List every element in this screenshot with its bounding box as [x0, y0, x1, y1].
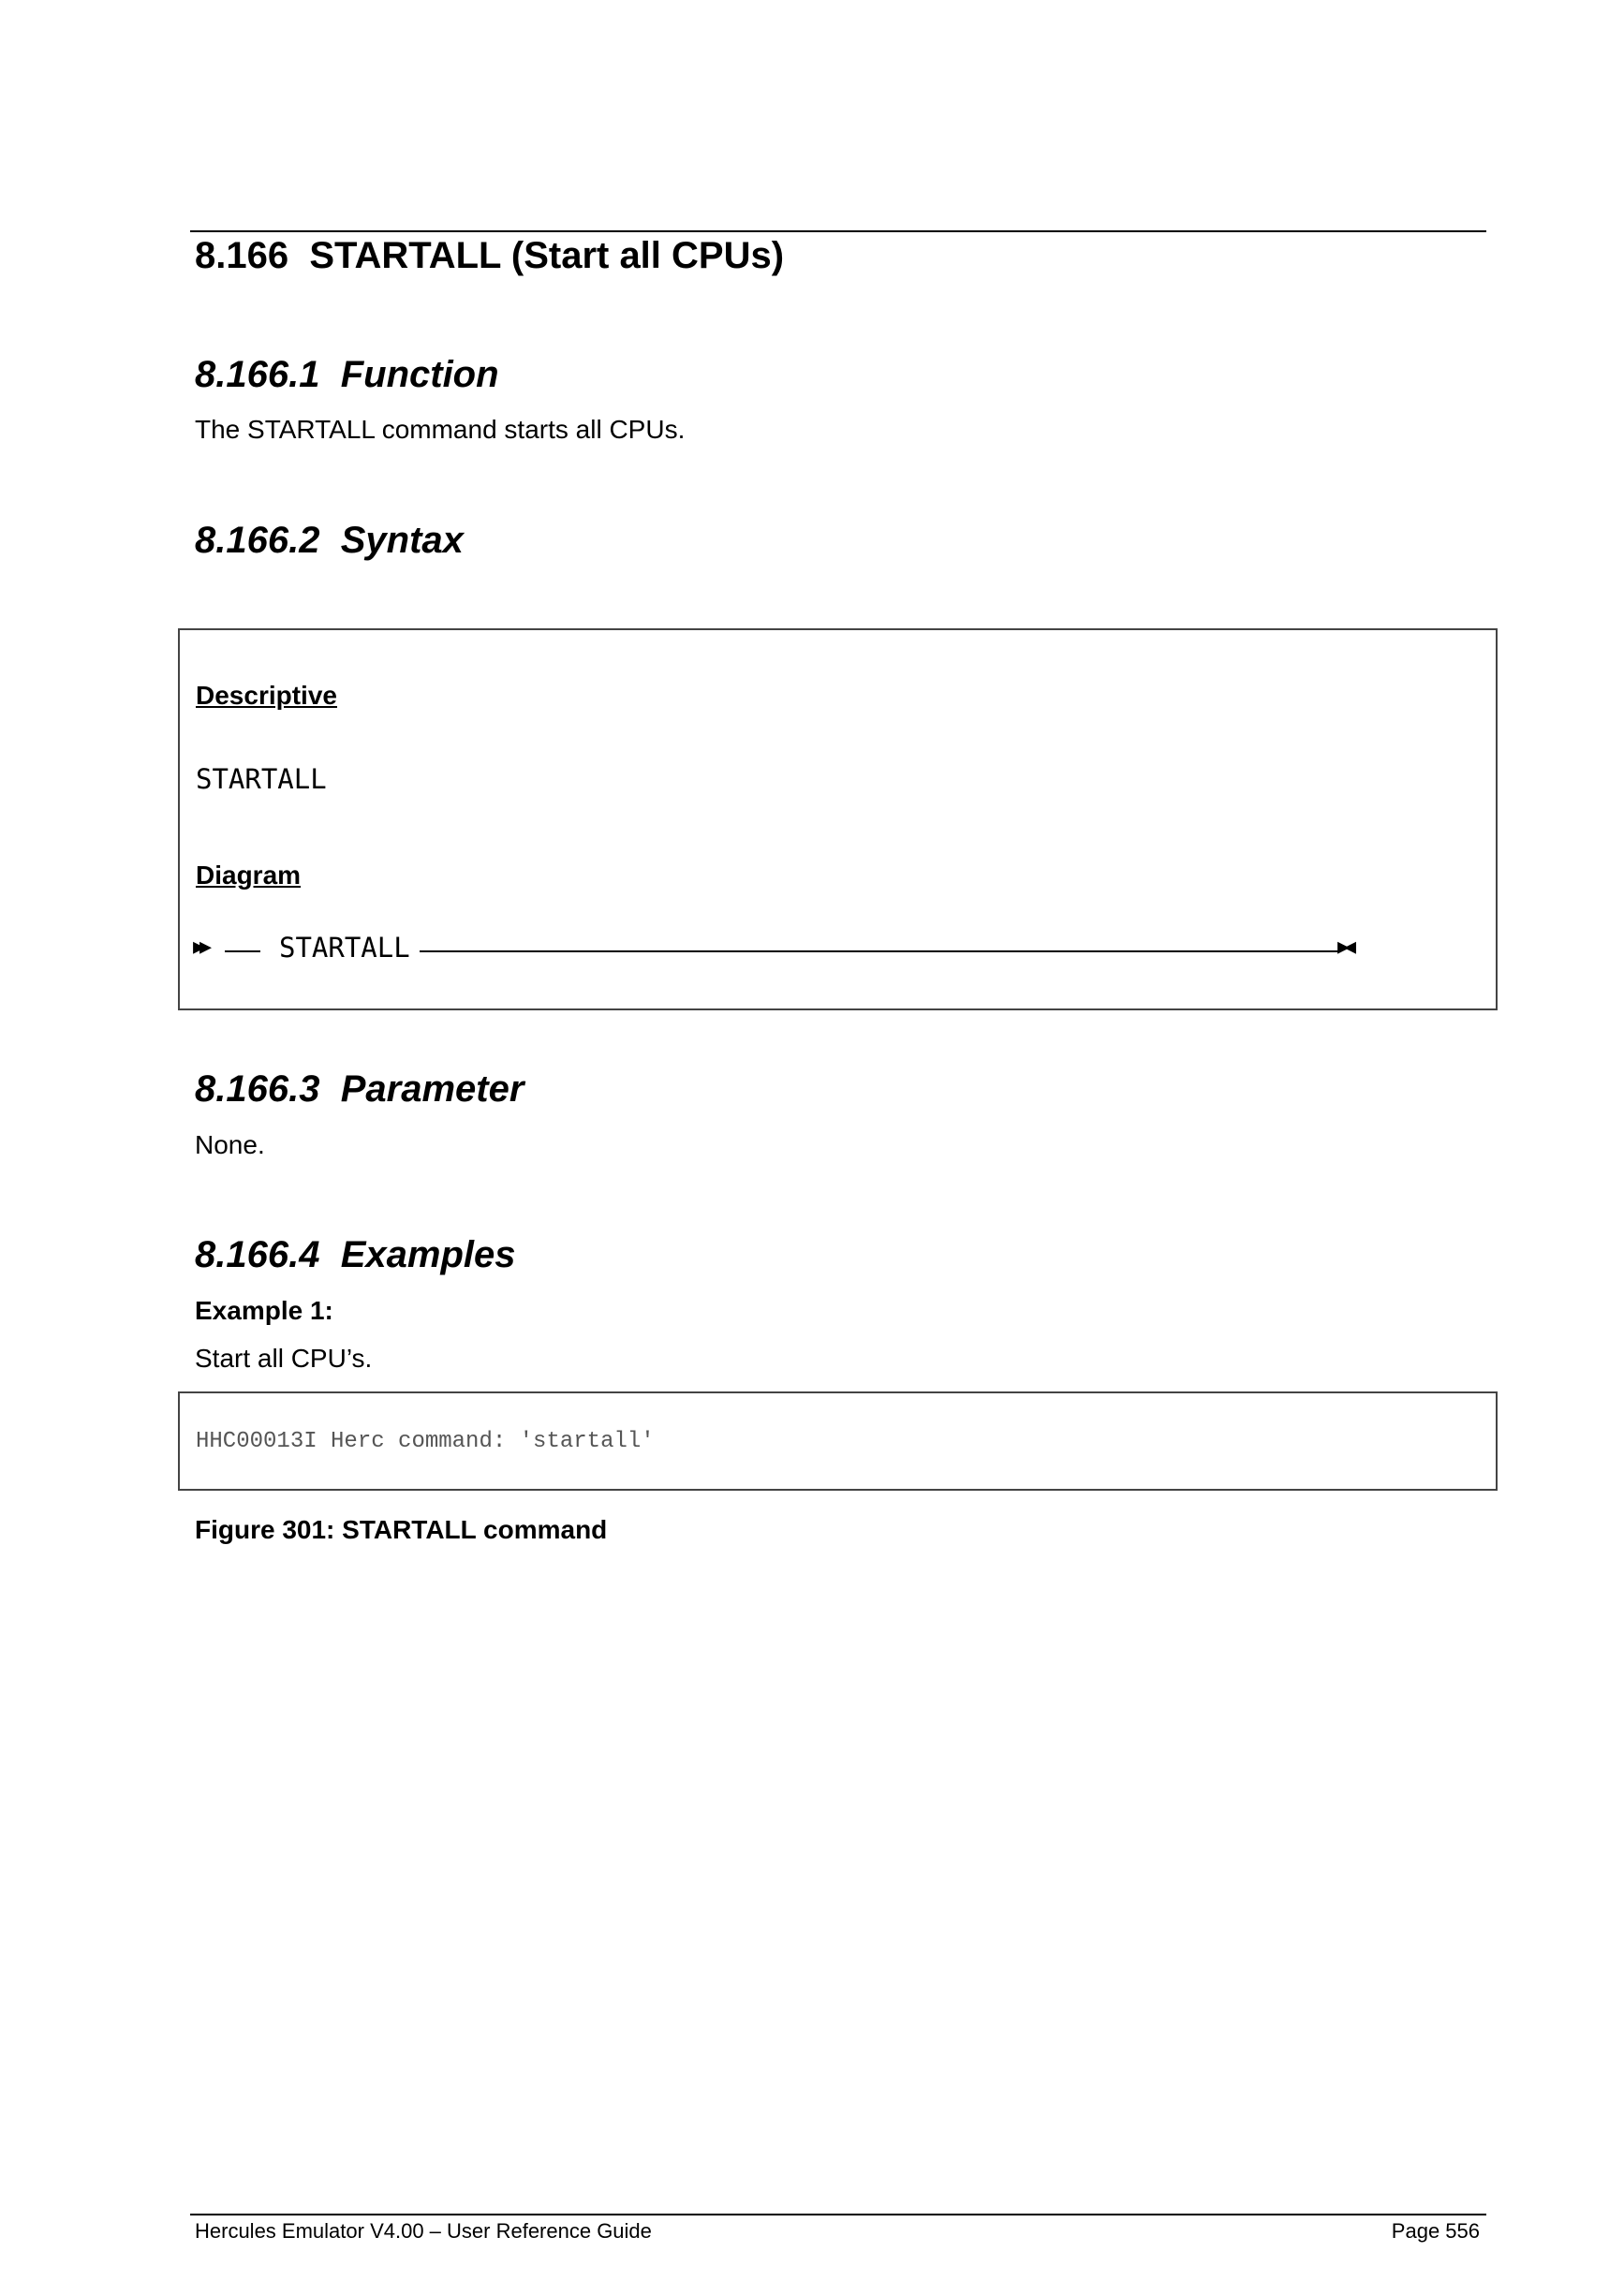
footer-title: Hercules Emulator V4.00 – User Reference Guide — [195, 2219, 652, 2243]
parameter-heading-text: Parameter — [340, 1068, 524, 1110]
figure-caption: Figure 301: STARTALL command — [195, 1515, 608, 1544]
diagram-line-right — [420, 950, 1341, 952]
footer-rule — [190, 2214, 1486, 2215]
syntax-box — [178, 628, 1498, 1010]
syntax-heading-number: 8.166.2 — [195, 520, 320, 561]
function-heading-number: 8.166.1 — [195, 354, 320, 395]
diagram-keyword: STARTALL — [279, 932, 410, 964]
section-number: 8.166 — [195, 235, 289, 276]
parameter-heading-number: 8.166.3 — [195, 1068, 320, 1110]
examples-heading — [195, 1234, 515, 1276]
section-title — [195, 235, 784, 277]
function-heading — [195, 354, 499, 396]
examples-heading-number: 8.166.4 — [195, 1234, 320, 1275]
syntax-heading-text: Syntax — [340, 520, 464, 561]
parameter-text: None. — [195, 1130, 265, 1159]
diagram-start-icon: ▸▸ — [193, 932, 207, 960]
function-heading-text: Function — [340, 354, 499, 395]
railroad-diagram — [193, 930, 1410, 977]
diagram-line-left — [225, 950, 260, 952]
descriptive-label: Descriptive — [196, 681, 337, 710]
console-output-text: HHC00013I Herc command: 'startall' — [196, 1429, 655, 1454]
descriptive-syntax: STARTALL — [196, 763, 327, 795]
console-output-box — [178, 1391, 1498, 1491]
example-text: Start all CPU’s. — [195, 1344, 373, 1373]
top-rule — [190, 230, 1486, 232]
syntax-heading — [195, 520, 464, 562]
parameter-heading — [195, 1068, 524, 1111]
section-title-text: STARTALL (Start all CPUs) — [309, 235, 785, 276]
example-label: Example 1: — [195, 1296, 333, 1325]
function-text: The STARTALL command starts all CPUs. — [195, 415, 686, 444]
diagram-end-icon: ▸◂ — [1337, 932, 1351, 960]
examples-heading-text: Examples — [340, 1234, 516, 1275]
diagram-label: Diagram — [196, 861, 302, 890]
footer-page-number: Page 556 — [1391, 2219, 1480, 2243]
